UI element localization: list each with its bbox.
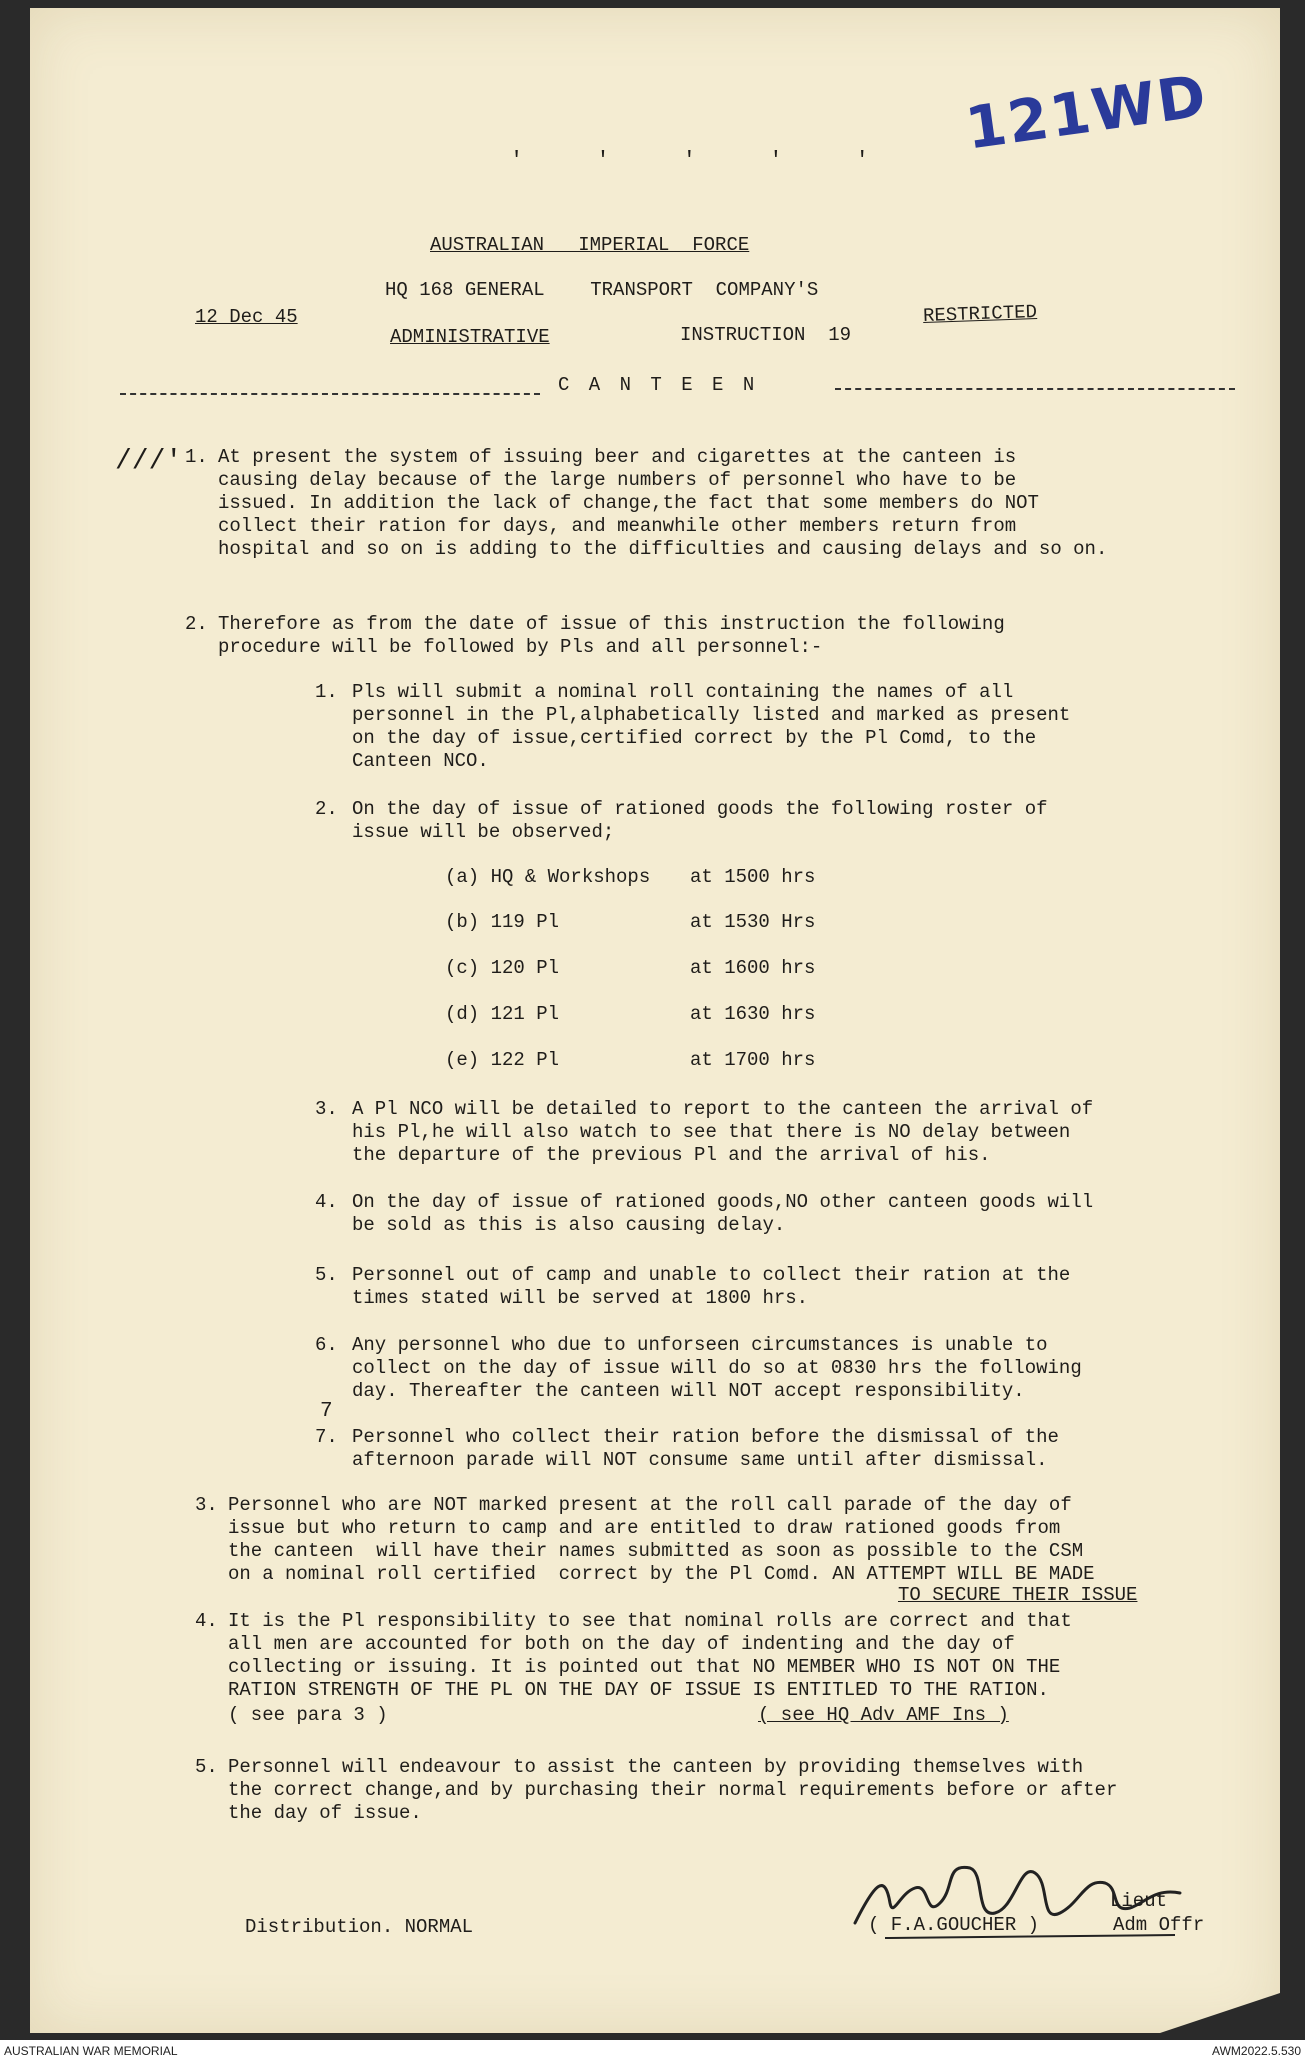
signatory-name: ( F.A.GOUCHER ) xyxy=(868,1914,1040,1936)
sub-4 xyxy=(352,1191,1093,1237)
sub-6-line: collect on the day of issue will do so at 0830 hrs the following xyxy=(352,1357,1082,1379)
sub-3 xyxy=(352,1098,1093,1167)
sub-6-line: Any personnel who due to unforseen circumstances is unable to xyxy=(352,1334,1048,1356)
para-5 xyxy=(228,1756,1117,1825)
para-4-line: all men are accounted for both on the day of indenting and the day of xyxy=(228,1633,1015,1655)
roster-time: at 1700 hrs xyxy=(690,1049,816,1071)
distribution: Distribution. NORMAL xyxy=(245,1916,474,1938)
sub-1-line: personnel in the Pl,alphabetically listed and marked as present xyxy=(352,704,1071,726)
sub-3-line: A Pl NCO will be detailed to report to the canteen the arrival of xyxy=(352,1098,1094,1120)
sub-4-number: 4. xyxy=(315,1191,338,1213)
para-3 xyxy=(228,1494,1095,1586)
para-4 xyxy=(228,1610,1072,1702)
sub-7-handwritten-number: 7 xyxy=(320,1400,333,1423)
header-line-2: HQ 168 GENERAL TRANSPORT COMPANY'S xyxy=(385,279,819,301)
accession-number: AWM2022.5.530 xyxy=(1212,2044,1301,2058)
para-1-line: At present the system of issuing beer and cigarettes at the canteen is xyxy=(218,446,1017,468)
sub-4-line: be sold as this is also causing delay. xyxy=(352,1214,786,1236)
sub-2 xyxy=(352,798,1048,844)
sub-5-number: 5. xyxy=(315,1264,338,1286)
roster-label: (a) HQ & Workshops xyxy=(445,866,651,888)
roster-label: (e) 122 Pl xyxy=(445,1049,560,1071)
para-4-ref-right: ( see HQ Adv AMF Ins ) xyxy=(758,1704,1009,1726)
document-title: C A N T E E N xyxy=(558,374,759,396)
header-line-1: AUSTRALIAN IMPERIAL FORCE xyxy=(430,234,750,256)
roster-time: at 1630 hrs xyxy=(690,1003,816,1025)
roster-label: (b) 119 Pl xyxy=(445,911,560,933)
para-2-number: 2. xyxy=(185,613,208,635)
para-2-line: Therefore as from the date of issue of this instruction the following xyxy=(218,613,1005,635)
para-1-line: issued. In addition the lack of change,the fact that some members do NOT xyxy=(218,492,1039,514)
para-4-ref-left: ( see para 3 ) xyxy=(228,1704,388,1726)
sub-6-line: day. Thereafter the canteen will NOT accept responsibility. xyxy=(352,1380,1025,1402)
para-2-line: procedure will be followed by Pls and all personnel:- xyxy=(218,636,823,658)
sub-4-line: On the day of issue of rationed goods,NO other canteen goods will xyxy=(352,1191,1094,1213)
sub-2-line: issue will be observed; xyxy=(352,821,615,843)
signatory-role: Adm Offr xyxy=(1113,1914,1205,1936)
para-5-number: 5. xyxy=(195,1756,218,1778)
para-1-line: collect their ration for days, and meanwhile other members return from xyxy=(218,515,1017,537)
sub-1-line: Pls will submit a nominal roll containing the names of all xyxy=(352,681,1014,703)
para-2 xyxy=(218,613,1005,659)
title-rule-left xyxy=(120,393,540,395)
sub-5-line: Personnel out of camp and unable to collect their ration at the xyxy=(352,1264,1071,1286)
torn-corner xyxy=(1160,1993,1280,2033)
para-5-line: the correct change,and by purchasing their normal requirements before or after xyxy=(228,1779,1118,1801)
sub-5-line: times stated will be served at 1800 hrs. xyxy=(352,1287,809,1309)
handwritten-annotation: 121WD xyxy=(961,61,1212,163)
sub-2-line: On the day of issue of rationed goods the following roster of xyxy=(352,798,1048,820)
para-3-number: 3. xyxy=(195,1494,218,1516)
restricted-marking: RESTRICTED xyxy=(922,301,1038,327)
roster-label: (d) 121 Pl xyxy=(445,1003,560,1025)
sub-2-number: 2. xyxy=(315,798,338,820)
para-1 xyxy=(218,446,1107,561)
roster-time: at 1500 hrs xyxy=(690,866,816,888)
document-date: 12 Dec 45 xyxy=(195,306,298,328)
para-4-number: 4. xyxy=(195,1610,218,1632)
roster-label: (c) 120 Pl xyxy=(445,957,560,979)
roster-time: at 1600 hrs xyxy=(690,957,816,979)
para-1-number: 1. xyxy=(185,446,208,468)
sub-5 xyxy=(352,1264,1070,1310)
sub-1-number: 1. xyxy=(315,681,338,703)
sub-1-line: Canteen NCO. xyxy=(352,750,489,772)
para-4-line: collecting or issuing. It is pointed out that NO MEMBER WHO IS NOT ON THE xyxy=(228,1656,1061,1678)
signatory-rank: Lieut xyxy=(1110,1890,1168,1912)
para-3-line: issue but who return to camp and are entitled to draw rationed goods from xyxy=(228,1517,1061,1539)
header-line-3-left: ADMINISTRATIVE xyxy=(390,326,550,348)
sub-3-number: 3. xyxy=(315,1098,338,1120)
margin-mark: ///' xyxy=(115,446,183,477)
para-3-line: the canteen will have their names submitted as soon as possible to the CSM xyxy=(228,1540,1084,1562)
sub-7-line: Personnel who collect their ration before the dismissal of the xyxy=(352,1426,1059,1448)
para-3-line: Personnel who are NOT marked present at the roll call parade of the day of xyxy=(228,1494,1072,1516)
sub-7-line: afternoon parade will NOT consume same until after dismissal. xyxy=(352,1449,1048,1471)
roster-time: at 1530 Hrs xyxy=(690,911,816,933)
header-line-3-right: INSTRUCTION 19 xyxy=(680,324,852,346)
title-rule-right xyxy=(835,388,1235,390)
sub-3-line: the departure of the previous Pl and the arrival of his. xyxy=(352,1144,991,1166)
para-5-line: Personnel will endeavour to assist the canteen by providing themselves with xyxy=(228,1756,1084,1778)
sub-3-line: his Pl,he will also watch to see that there is NO delay between xyxy=(352,1121,1071,1143)
sub-7 xyxy=(352,1426,1059,1472)
para-3-line: on a nominal roll certified correct by the Pl Comd. AN ATTEMPT WILL BE MADE xyxy=(228,1563,1095,1585)
para-1-line: causing delay because of the large numbers of personnel who have to be xyxy=(218,469,1017,491)
sub-7-number: 7. xyxy=(315,1426,338,1448)
archive-footer xyxy=(0,2040,1305,2061)
sub-1-line: on the day of issue,certified correct by the Pl Comd, to the xyxy=(352,727,1037,749)
sub-1 xyxy=(352,681,1070,773)
document-page xyxy=(30,8,1280,2033)
sub-6 xyxy=(352,1334,1082,1403)
para-1-line: hospital and so on is adding to the difficulties and causing delays and so on. xyxy=(218,538,1108,560)
sub-6-number: 6. xyxy=(315,1334,338,1356)
archive-name: AUSTRALIAN WAR MEMORIAL xyxy=(4,2044,178,2058)
para-5-line: the day of issue. xyxy=(228,1802,422,1824)
punch-marks: ' ' ' ' ' xyxy=(510,148,899,173)
para-3-insert: TO SECURE THEIR ISSUE xyxy=(898,1584,1138,1606)
para-4-line: RATION STRENGTH OF THE PL ON THE DAY OF ISSUE IS ENTITLED TO THE RATION. xyxy=(228,1679,1049,1701)
para-4-line: It is the Pl responsibility to see that nominal rolls are correct and that xyxy=(228,1610,1072,1632)
